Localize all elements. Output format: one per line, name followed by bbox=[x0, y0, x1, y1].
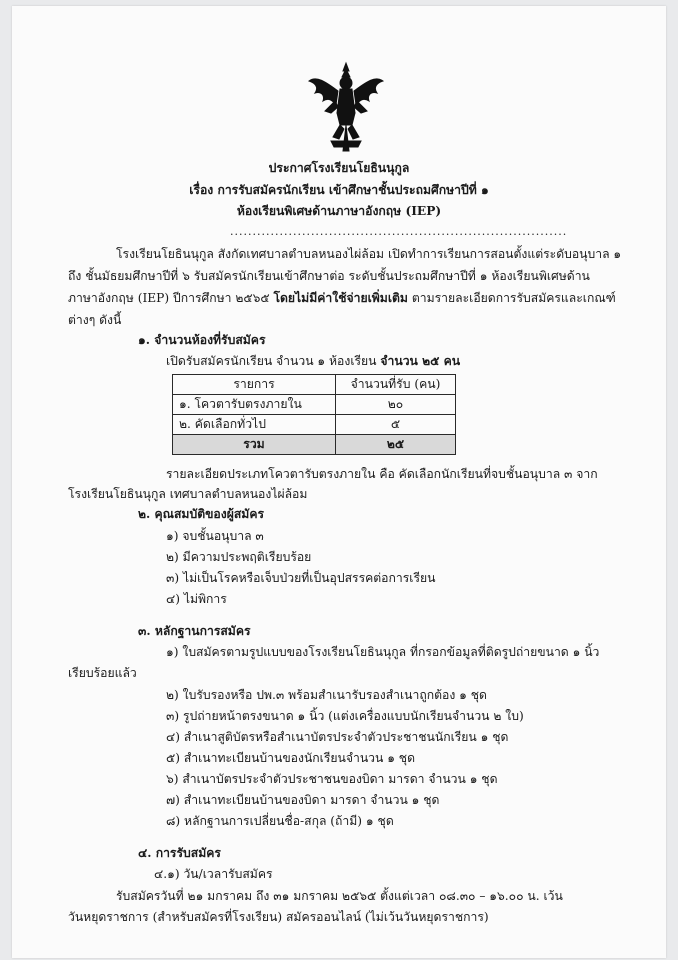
intro-line-2: ถึง ชั้นมัธยมศึกษาปีที่ ๖ รับสมัครนักเรียนเข้าศึกษาต่อ ระดับชั้นประถมศึกษาปีที่ ๑ ห้องเรียนพิเศษด้าน bbox=[68, 269, 590, 283]
document-item: ๗) สำเนาทะเบียนบ้านของบิดา มารดา จำนวน ๑ ชุด bbox=[166, 793, 440, 807]
announcement-subject: เรื่อง การรับสมัครนักเรียน เข้าศึกษาชั้นประถมศึกษาปีที่ ๑ bbox=[189, 183, 489, 197]
section-1-open-line: เปิดรับสมัครนักเรียน จำนวน ๑ ห้องเรียน จำนวน ๒๕ คน bbox=[166, 354, 461, 368]
section-4-subheading: ๔.๑) วัน/เวลารับสมัคร bbox=[154, 867, 273, 881]
document-item-continuation: เรียบร้อยแล้ว bbox=[68, 666, 137, 680]
section-4-line-1: รับสมัครวันที่ ๒๑ มกราคม ถึง ๓๑ มกราคม ๒๕๖๕ ตั้งแต่เวลา ๐๘.๓๐ – ๑๖.๐๐ น. เว้น bbox=[116, 889, 563, 903]
title-divider: ........................................................................... bbox=[230, 225, 568, 238]
announcement-program: ห้องเรียนพิเศษด้านภาษาอังกฤษ (IEP) bbox=[236, 204, 442, 218]
document-item: ๕) สำเนาทะเบียนบ้านของนักเรียนจำนวน ๑ ชุด bbox=[166, 751, 415, 765]
qualification-item: ๑) จบชั้นอนุบาล ๓ bbox=[166, 529, 264, 543]
table-cell-count: ๕ bbox=[336, 415, 456, 435]
table-header-row bbox=[173, 375, 456, 395]
table-total-row bbox=[173, 435, 456, 455]
section-1-note-2: โรงเรียนโยธินนุกูล เทศบาลตำบลหนองไผ่ล้อม bbox=[68, 487, 308, 501]
intro-line-4: ต่างๆ ดังนี้ bbox=[68, 313, 122, 327]
document-item: ๓) รูปถ่ายหน้าตรงขนาด ๑ นิ้ว (แต่งเครื่องแบบนักเรียนจำนวน ๒ ใบ) bbox=[166, 709, 524, 723]
intro-line-1: โรงเรียนโยธินนุกูล สังกัดเทศบาลตำบลหนองไผ่ล้อม เปิดทำการเรียนการสอนตั้งแต่ระดับอนุบาล ๑ bbox=[116, 247, 622, 261]
table-total-count: ๒๕ bbox=[336, 435, 456, 455]
intro-line-3: ภาษาอังกฤษ (IEP) ปีการศึกษา ๒๕๖๕ โดยไม่มีค่าใช้จ่ายเพิ่มเติม ตามรายละเอียดการรับสมัครและเกณฑ์ bbox=[68, 291, 616, 305]
section-2-heading: ๒. คุณสมบัติของผู้สมัคร bbox=[138, 507, 265, 521]
qualification-item: ๒) มีความประพฤติเรียบร้อย bbox=[166, 550, 312, 564]
table-header-count: จำนวนที่รับ (คน) bbox=[336, 375, 456, 395]
document-item: ๘) หลักฐานการเปลี่ยนชื่อ-สกุล (ถ้ามี) ๑ ชุด bbox=[166, 814, 394, 828]
document-item: ๑) ใบสมัครตามรูปแบบของโรงเรียนโยธินนุกูล ที่กรอกข้อมูลที่ติดรูปถ่ายขนาด ๑ นิ้ว bbox=[166, 645, 600, 659]
garuda-emblem-icon bbox=[305, 61, 387, 153]
table-cell-count: ๒๐ bbox=[336, 395, 456, 415]
table-row bbox=[173, 395, 456, 415]
announcement-title: ประกาศโรงเรียนโยธินนุกูล bbox=[268, 161, 410, 175]
table-cell-item: ๒. คัดเลือกทั่วไป bbox=[173, 415, 336, 435]
section-4-line-2: วันหยุดราชการ (สำหรับสมัครที่โรงเรียน) สมัครออนไลน์ (ไม่เว้นวันหยุดราชการ) bbox=[68, 910, 489, 924]
qualification-item: ๔) ไม่พิการ bbox=[166, 592, 227, 606]
document-item: ๔) สำเนาสูติบัตรหรือสำเนาบัตรประจำตัวประชาชนนักเรียน ๑ ชุด bbox=[166, 730, 509, 744]
table-row bbox=[173, 415, 456, 435]
qualification-item: ๓) ไม่เป็นโรคหรือเจ็บป่วยที่เป็นอุปสรรคต่อการเรียน bbox=[166, 571, 436, 585]
quota-table bbox=[172, 374, 456, 455]
document-page bbox=[12, 6, 666, 958]
section-4-heading: ๔. การรับสมัคร bbox=[138, 846, 221, 860]
no-extra-cost-emphasis: โดยไม่มีค่าใช้จ่ายเพิ่มเติม bbox=[273, 291, 408, 305]
table-cell-item: ๑. โควตารับตรงภายใน bbox=[173, 395, 336, 415]
section-3-heading: ๓. หลักฐานการสมัคร bbox=[138, 624, 251, 638]
section-1-note-1: รายละเอียดประเภทโควตารับตรงภายใน คือ คัดเลือกนักเรียนที่จบชั้นอนุบาล ๓ จาก bbox=[166, 467, 598, 481]
document-item: ๒) ใบรับรองหรือ ปพ.๓ พร้อมสำเนารับรองสำเนาถูกต้อง ๑ ชุด bbox=[166, 688, 487, 702]
document-item: ๖) สำเนาบัตรประจำตัวประชาชนของบิดา มารดา จำนวน ๑ ชุด bbox=[166, 772, 498, 786]
table-total-label: รวม bbox=[173, 435, 336, 455]
section-1-heading: ๑. จำนวนห้องที่รับสมัคร bbox=[138, 333, 266, 347]
table-header-item: รายการ bbox=[173, 375, 336, 395]
